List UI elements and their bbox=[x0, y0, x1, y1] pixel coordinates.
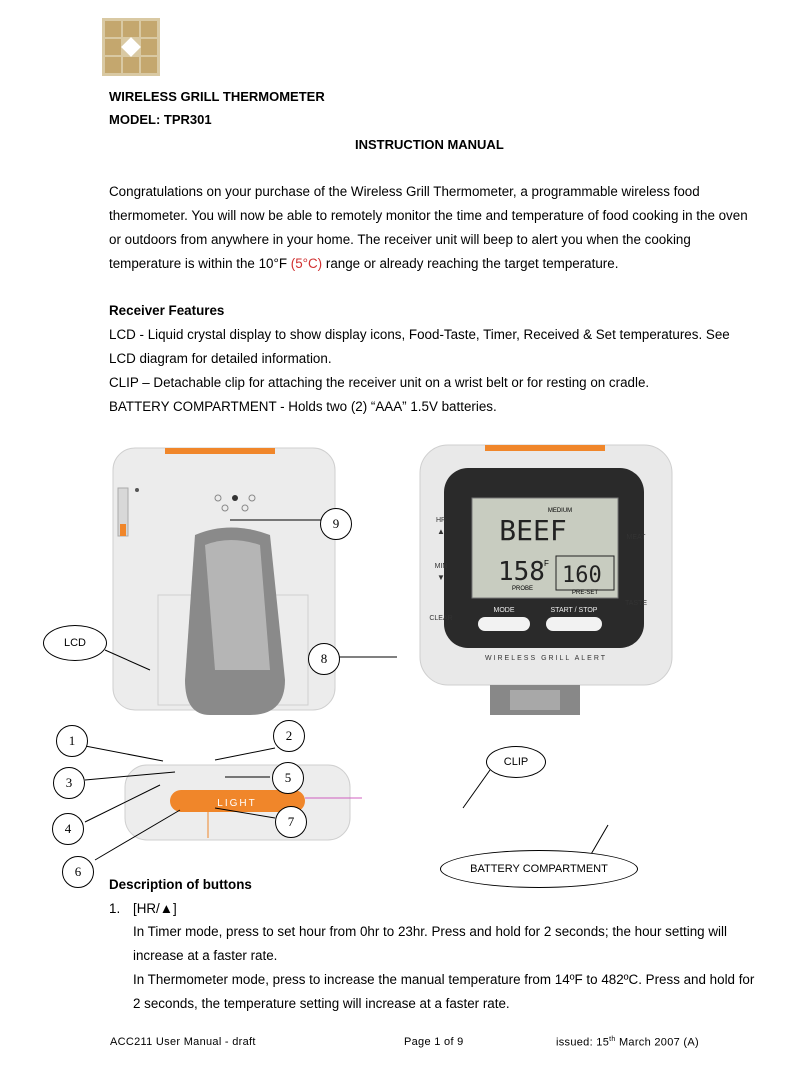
footer-issue-date bbox=[556, 1036, 699, 1049]
callout-6: 6 bbox=[62, 856, 94, 888]
lcd-label: LCD bbox=[43, 625, 107, 661]
svg-text:▼: ▼ bbox=[437, 573, 445, 582]
brand-label: WIRELESS GRILL ALERT bbox=[484, 655, 608, 662]
lcd-preset-label: PRE-SET bbox=[572, 590, 599, 596]
model-number: MODEL: TPR301 bbox=[109, 112, 212, 127]
feature-battery: BATTERY COMPARTMENT - Holds two (2) “AAA” 1.5V batteries. bbox=[109, 399, 497, 414]
buttons-heading: Description of buttons bbox=[109, 877, 252, 892]
lcd-preset-temp: 160 bbox=[562, 563, 602, 588]
callout-7: 7 bbox=[275, 806, 307, 838]
document-title: WIRELESS GRILL THERMOMETER bbox=[109, 89, 325, 104]
lcd-probe-unit: F bbox=[544, 559, 549, 568]
footer-page-number: Page 1 of 9 bbox=[404, 1036, 464, 1048]
intro-celsius: (5°C) bbox=[290, 256, 323, 271]
item-1-timer-desc: In Timer mode, press to set hour from 0hr to 23hr. Press and hold for 2 seconds; the hour setting will increase at a faster rate. bbox=[133, 924, 727, 963]
callout-4: 4 bbox=[52, 813, 84, 845]
btn-start-label: START / STOP bbox=[550, 607, 598, 614]
item-1-thermometer-desc: In Thermometer mode, press to increase the manual temperature from 14ºF to 482ºC. Press and hold for 2 seconds, the temperature setting will increase at a faster rate. bbox=[133, 972, 755, 1011]
lcd-probe-label: PROBE bbox=[512, 586, 534, 592]
btn-meat-label: MEAT bbox=[626, 534, 646, 541]
lcd-top-label: MEDIUM bbox=[547, 508, 573, 514]
callout-2: 2 bbox=[273, 720, 305, 752]
intro-text: Congratulations on your purchase of the Wireless Grill Thermometer, a programmable wireless food thermometer. You will now be able to remotely monitor the time and temperature of food cooking in the oven or outdoors from anywhere in your home. The receiver unit will beep to alert you when the cooking temperature is within the 10°F bbox=[109, 184, 748, 271]
intro-paragraph bbox=[109, 180, 757, 276]
features-heading: Receiver Features bbox=[109, 303, 225, 318]
btn-taste-label: TASTE bbox=[624, 600, 648, 607]
manual-title: INSTRUCTION MANUAL bbox=[355, 137, 504, 152]
btn-mode-label: MODE bbox=[493, 607, 515, 614]
callout-8: 8 bbox=[308, 643, 340, 675]
footer-date-prefix: issued: 15 bbox=[556, 1036, 610, 1049]
btn-clear-label: CLEAR bbox=[429, 615, 453, 622]
btn-hr-label: HR bbox=[435, 517, 447, 524]
device-diagram bbox=[0, 440, 808, 890]
intro-text-end: range or already reaching the target temperature. bbox=[322, 256, 619, 271]
btn-min-label: MIN bbox=[434, 563, 448, 570]
callout-5: 5 bbox=[272, 762, 304, 794]
device-front-view bbox=[420, 445, 672, 715]
footer-doc-id: ACC211 User Manual - draft bbox=[110, 1036, 256, 1048]
lcd-probe-temp: 158 bbox=[498, 557, 545, 587]
item-1-number: 1. bbox=[109, 901, 121, 916]
svg-text:▲: ▲ bbox=[437, 527, 445, 536]
device-side-view bbox=[125, 765, 362, 840]
feature-clip: CLIP – Detachable clip for attaching the receiver unit on a wrist belt or for resting on cradle. bbox=[109, 375, 650, 390]
callout-1: 1 bbox=[56, 725, 88, 757]
footer-date-suffix: March 2007 (A) bbox=[615, 1036, 699, 1049]
company-logo bbox=[102, 18, 160, 76]
callout-3: 3 bbox=[53, 767, 85, 799]
callout-9: 9 bbox=[320, 508, 352, 540]
feature-lcd: LCD - Liquid crystal display to show display icons, Food-Taste, Timer, Received & Set temperatures. See LCD diagram for detailed information. bbox=[109, 327, 730, 366]
light-label: LIGHT bbox=[217, 798, 257, 809]
clip-label: CLIP bbox=[486, 746, 546, 778]
battery-compartment-label: BATTERY COMPARTMENT bbox=[440, 850, 638, 888]
footer-date-sup: th bbox=[609, 1036, 616, 1043]
device-back-view bbox=[113, 448, 335, 715]
item-1-label: [HR/▲] bbox=[133, 901, 177, 916]
lcd-main-text: BEEF bbox=[499, 514, 567, 547]
